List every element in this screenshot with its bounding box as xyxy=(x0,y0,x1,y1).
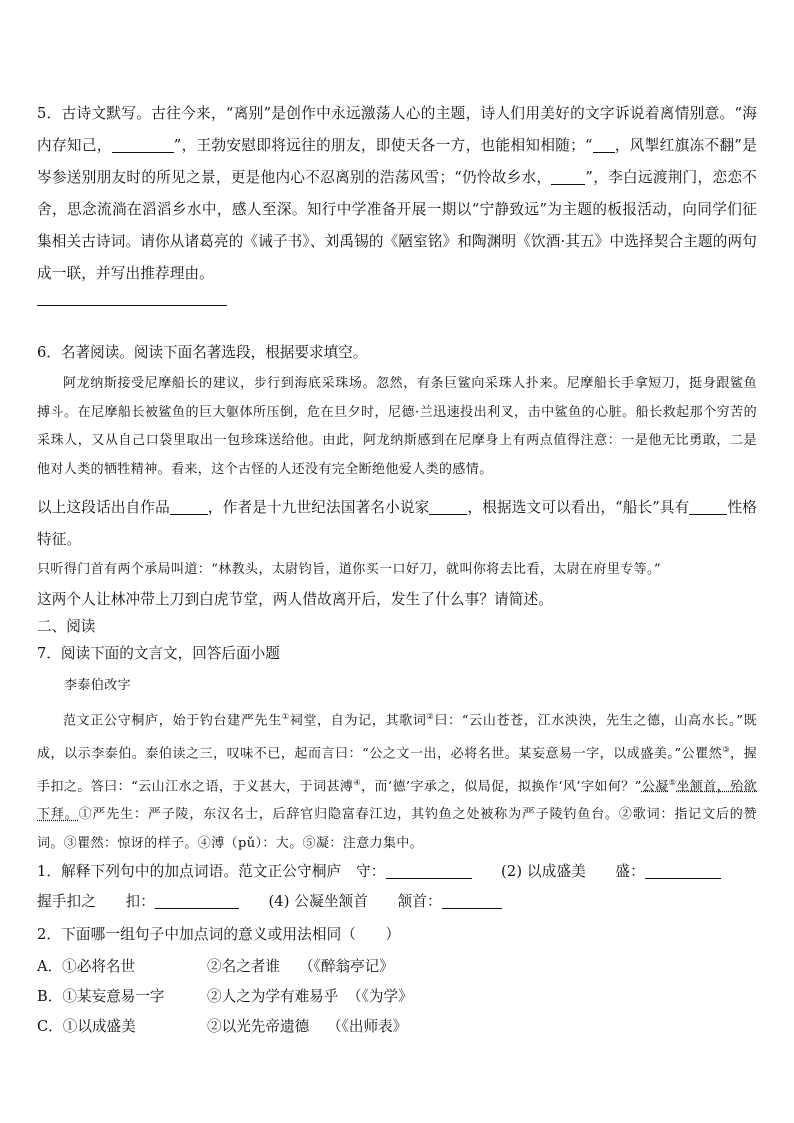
passage-7: 坐颔首，殆欲下拜。 xyxy=(37,778,757,823)
blank-3[interactable] xyxy=(551,169,585,185)
fill-a: 以上这段话出自作品 xyxy=(37,499,170,516)
option-c-pair: ②以光先帝遗德 xyxy=(207,1018,310,1035)
passage-2: 祠堂，自为记，其歌词 xyxy=(289,713,427,729)
q5-text-2: ”，王勃安慰即将远往的朋友，即使天各一方，也能相知相随；“ xyxy=(173,137,593,154)
note-mark-2: ② xyxy=(426,712,435,721)
q5-text-1: 5．古诗文默写。古往今来，“离别”是创作中永远激荡人心的主题，诗人们用美好的文字诉说着离情别意。“海内存知己， xyxy=(37,105,757,154)
blank-2[interactable] xyxy=(593,137,615,153)
option-a-source: （《醉翁亭记》 xyxy=(299,958,394,975)
sub1-c: 握手扣之 扣： xyxy=(37,893,155,910)
q5-text-4: ”，李白远渡荆门，恋恋不舍，思念流淌在滔滔乡水中，感人至深。知行中学准备开展一期以“宁静致远”为主题的板报活动，向同学们征集相关古诗词。请你从诸葛亮的《诫子书》、刘禹锡的《陋室铭》和陶渊明《饮酒·其五》中选择契合主题的两句成一联，并写出推荐理由。 xyxy=(37,169,757,282)
blank-kou[interactable] xyxy=(155,893,239,909)
blank-sheng[interactable] xyxy=(645,863,721,879)
blank-1[interactable] xyxy=(112,137,174,153)
water-margin-quote: 只听得门首有两个承局叫道：“林教头，太尉钧旨，道你买一口好刀，就叫你将去比看，太尉在府里专等。” xyxy=(37,562,661,577)
note-mark-3: ③ xyxy=(722,744,731,754)
passage-6: 公凝 xyxy=(641,778,669,794)
blank-shou[interactable] xyxy=(386,863,472,879)
blank-hanshou[interactable] xyxy=(442,893,502,909)
question-6-fill xyxy=(37,492,757,556)
sub-question-2: 2．下面哪一组句子中加点词的意义或用法相同（ ） xyxy=(37,926,401,943)
q5-text-3: ，风掣红旗冻不翻”是岑参送别朋友时的所见之景，更是他内心不忍离别的浩荡风雪；“仍怜故乡水， xyxy=(37,137,757,186)
fill-c: ，根据选文可以看出，“船长”具有 xyxy=(467,499,690,516)
option-c-source: （《出师表》 xyxy=(327,1018,408,1035)
fill-b: ，作者是十九世纪法国著名小说家 xyxy=(207,499,430,516)
passage-5: ，而‘德’字承之，似局促，拟换作‘风’字如何？” xyxy=(360,778,642,794)
sub-question-1 xyxy=(37,857,757,917)
option-c-label: C．①以成盛美 xyxy=(37,1018,136,1035)
passage-1: 范文正公守桐庐，始于钓台建严先生 xyxy=(63,713,282,729)
answer-line[interactable] xyxy=(37,305,227,306)
footnotes: ①严先生：严子陵，东汉名士，后辞官归隐富春江边，其钓鱼之处被称为严子陵钓鱼台。②歌词：指记文后的赞词。③瞿然：惊讶的样子。④溥（pǔ）：大。⑤凝：注意力集中。 xyxy=(37,807,758,851)
novel-excerpt: 阿龙纳斯接受尼摩船长的建议，步行到海底采珠场。忽然，有条巨鲨向采珠人扑来。尼摩船长手拿短刀，挺身跟鲨鱼搏斗。在尼摩船长被鲨鱼的巨大躯体所压倒，危在旦夕时，尼德·兰迅速投出利叉，击中鲨鱼的心脏。船长救起那个穷苦的采珠人，又从自己口袋里取出一包珍珠送给他。由此，阿龙纳斯感到在尼摩身上有两点值得注意：一是他无比勇敢，二是他对人类的牺牲精神。看来，这个古怪的人还没有完全断绝他爱人类的感情。 xyxy=(37,376,757,477)
fill-d: 性格特征。 xyxy=(37,499,757,548)
section-2-title: 二、阅读 xyxy=(37,618,96,635)
question-6-ask: 这两个人让林冲带上刀到白虎节堂，两人借故离开后，发生了什么事？请简述。 xyxy=(37,591,554,608)
option-b-label: B．①某妄意易一字 xyxy=(37,988,165,1005)
option-b-pair: ②人之为学有难易乎 xyxy=(207,988,339,1005)
blank-author[interactable] xyxy=(429,499,467,515)
note-mark-5: ⑤ xyxy=(668,777,677,787)
note-mark-1: ① xyxy=(281,712,290,721)
sub1-b: (2) 以成盛美 盛： xyxy=(501,863,645,880)
blank-trait[interactable] xyxy=(689,499,727,515)
sub1-d: (4) 公凝坐颔首 颔首： xyxy=(268,893,442,910)
question-5 xyxy=(37,98,757,290)
question-6-heading: 6．名著阅读。阅读下面名著选段，根据要求填空。 xyxy=(37,344,368,361)
note-mark-4: ④ xyxy=(353,777,361,787)
passage-title: 李泰伯改字 xyxy=(64,678,132,693)
option-a-pair: ②名之者谁 xyxy=(207,958,280,975)
classical-passage xyxy=(37,703,757,858)
question-7-heading: 7．阅读下面的文言文，回答后面小题 xyxy=(37,645,280,662)
passage-3: 曰：“云山苍苍，江水泱泱，先生之德，山高水长。”既成，以示李泰伯。泰伯读之三，叹味不已，起而言曰：“公之文一出，必将名世。某妄意易一字，以成盛美。”公瞿然 xyxy=(37,713,757,762)
option-a-label: A．①必将名世 xyxy=(37,958,136,975)
passage-4: ，握手扣之。答曰：“云山江水之语，于义甚大，于词甚溥 xyxy=(37,746,757,794)
sub1-a: 1．解释下列句中的加点词语。范文正公守桐庐 守： xyxy=(37,863,386,880)
blank-work[interactable] xyxy=(170,499,208,515)
option-b-source: （《为学》 xyxy=(347,988,413,1005)
